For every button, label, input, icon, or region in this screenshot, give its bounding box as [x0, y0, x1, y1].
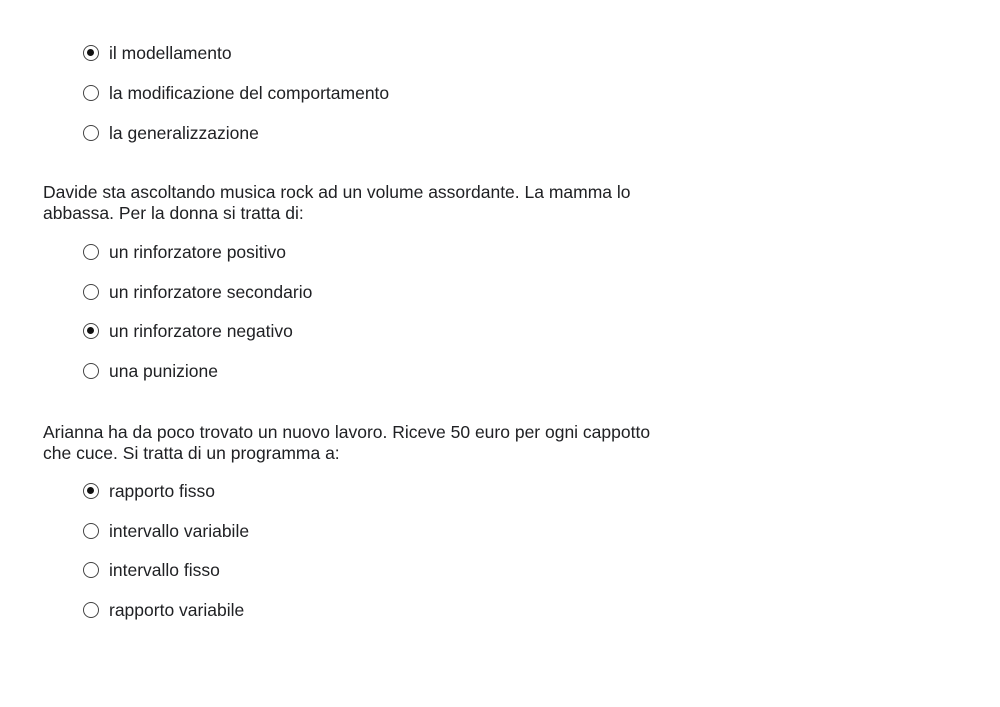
radio-button[interactable]	[83, 85, 99, 101]
q2-option-intervallo-fisso[interactable]	[83, 559, 220, 581]
q2-option-rapporto-fisso[interactable]	[83, 480, 215, 502]
question-1-line-2: abbassa. Per la donna si tratta di:	[43, 203, 304, 223]
q1-option-punizione[interactable]	[83, 360, 218, 382]
q2-option-rapporto-variabile[interactable]	[83, 599, 244, 621]
option-label: una punizione	[109, 360, 218, 381]
radio-button[interactable]	[83, 125, 99, 141]
q0-option-modificazione[interactable]	[83, 82, 389, 104]
question-2-text	[43, 422, 743, 464]
q1-option-positivo[interactable]	[83, 241, 286, 263]
q0-option-generalizzazione[interactable]	[83, 122, 259, 144]
q2-option-intervallo-variabile[interactable]	[83, 520, 249, 542]
radio-button[interactable]	[83, 602, 99, 618]
radio-button[interactable]	[83, 363, 99, 379]
option-label: un rinforzatore negativo	[109, 320, 293, 341]
option-label: un rinforzatore positivo	[109, 241, 287, 262]
radio-button[interactable]	[83, 45, 99, 61]
radio-button[interactable]	[83, 523, 99, 539]
radio-button[interactable]	[83, 284, 99, 300]
radio-button[interactable]	[83, 483, 99, 499]
option-label: rapporto variabile	[109, 599, 245, 620]
q1-option-secondario[interactable]	[83, 281, 312, 303]
question-1-text	[43, 182, 743, 224]
option-label: intervallo fisso	[109, 559, 220, 580]
q0-option-modellamento[interactable]	[83, 42, 232, 64]
radio-button[interactable]	[83, 562, 99, 578]
option-label: intervallo variabile	[109, 520, 250, 541]
question-1-line-1: Davide sta ascoltando musica rock ad un volume assordante. La mamma lo	[43, 182, 631, 202]
option-label: un rinforzatore secondario	[109, 281, 313, 302]
question-2-line-2: che cuce. Si tratta di un programma a:	[43, 443, 340, 463]
option-label: rapporto fisso	[109, 480, 216, 501]
radio-button[interactable]	[83, 323, 99, 339]
radio-button[interactable]	[83, 244, 99, 260]
option-label: il modellamento	[109, 42, 232, 63]
q1-option-negativo[interactable]	[83, 320, 293, 342]
option-label: la generalizzazione	[109, 122, 259, 143]
question-2-line-1: Arianna ha da poco trovato un nuovo lavoro. Riceve 50 euro per ogni cappotto	[43, 422, 651, 442]
option-label: la modificazione del comportamento	[109, 82, 390, 103]
